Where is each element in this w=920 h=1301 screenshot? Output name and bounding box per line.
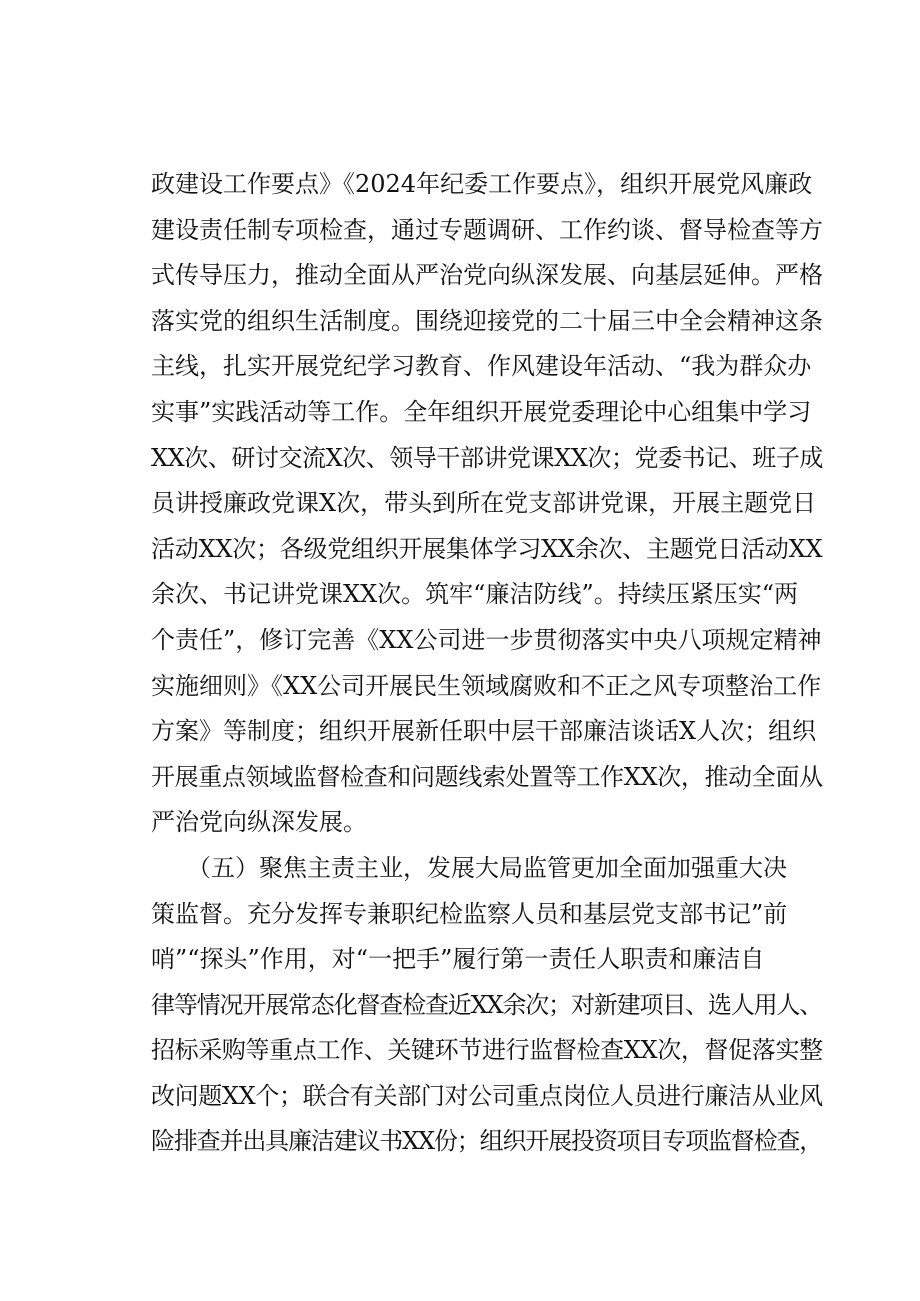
text-line: 建设责任制专项检查，通过专题调研、工作约谈、督导检查等方: [151, 215, 823, 244]
text-line: XX次、研讨交流X次、领导干部讲党课XX次；党委书记、班子成: [151, 443, 823, 472]
text-line: 活动XX次；各级党组织开展集体学习XX余次、主题党日活动XX: [151, 534, 823, 563]
text-line: 策监督。充分发挥专兼职纪检监察人员和基层党支部书记”前: [151, 899, 788, 928]
text-line: 招标采购等重点工作、关键环节进行监督检查XX次，督促落实整: [151, 1036, 823, 1065]
text-line: 律等情况开展常态化督查检查近XX余次；对新建项目、选人用人、: [151, 990, 823, 1019]
text-line: 方案》等制度；组织开展新任职中层干部廉洁谈话X人次；组织: [151, 717, 817, 746]
text-line: 政建设工作要点》《2024年纪委工作要点》，组织开展党风廉政: [151, 170, 813, 198]
text-line: 落实党的组织生活制度。围绕迎接党的二十届三中全会精神这条: [151, 306, 823, 335]
text-line: 余次、书记讲党课XX次。筑牢“廉洁防线”。持续压紧压实“两: [151, 580, 798, 609]
document-body: [151, 162, 821, 1165]
text-line: 险排查并出具廉洁建议书XX份；组织开展投资项目专项监督检查，: [151, 1127, 823, 1156]
text-line: 主线，扎实开展党纪学习教育、作风建设年活动、“我为群众办: [151, 352, 812, 381]
text-line: 改问题XX个；联合有关部门对公司重点岗位人员进行廉洁从业风: [151, 1081, 823, 1110]
text-line: 实施细则》《XX公司开展民生领域腐败和不正之风专项整治工作: [151, 671, 822, 700]
text-line: 个责任”，修订完善《XX公司进一步贯彻落实中央八项规定精神: [151, 625, 822, 654]
text-line: 哨”“探头”作用，对“一把手”履行第一责任人职责和廉洁自: [151, 945, 765, 974]
text-line: 开展重点领域监督检查和问题线索处置等工作XX次，推动全面从: [151, 762, 823, 791]
text-line: 严治党向纵深发展。: [151, 808, 367, 837]
text-line: 员讲授廉政党课X次，带头到所在党支部讲党课，开展主题党日: [151, 489, 817, 518]
section-heading-line: （五）聚焦主责主业，发展大局监管更加全面加强重大决: [151, 853, 787, 882]
text-line: 实事”实践活动等工作。全年组织开展党委理论中心组集中学习: [151, 397, 812, 426]
text-line: 式传导压力，推动全面从严治党向纵深发展、向基层延伸。严格: [151, 261, 823, 290]
